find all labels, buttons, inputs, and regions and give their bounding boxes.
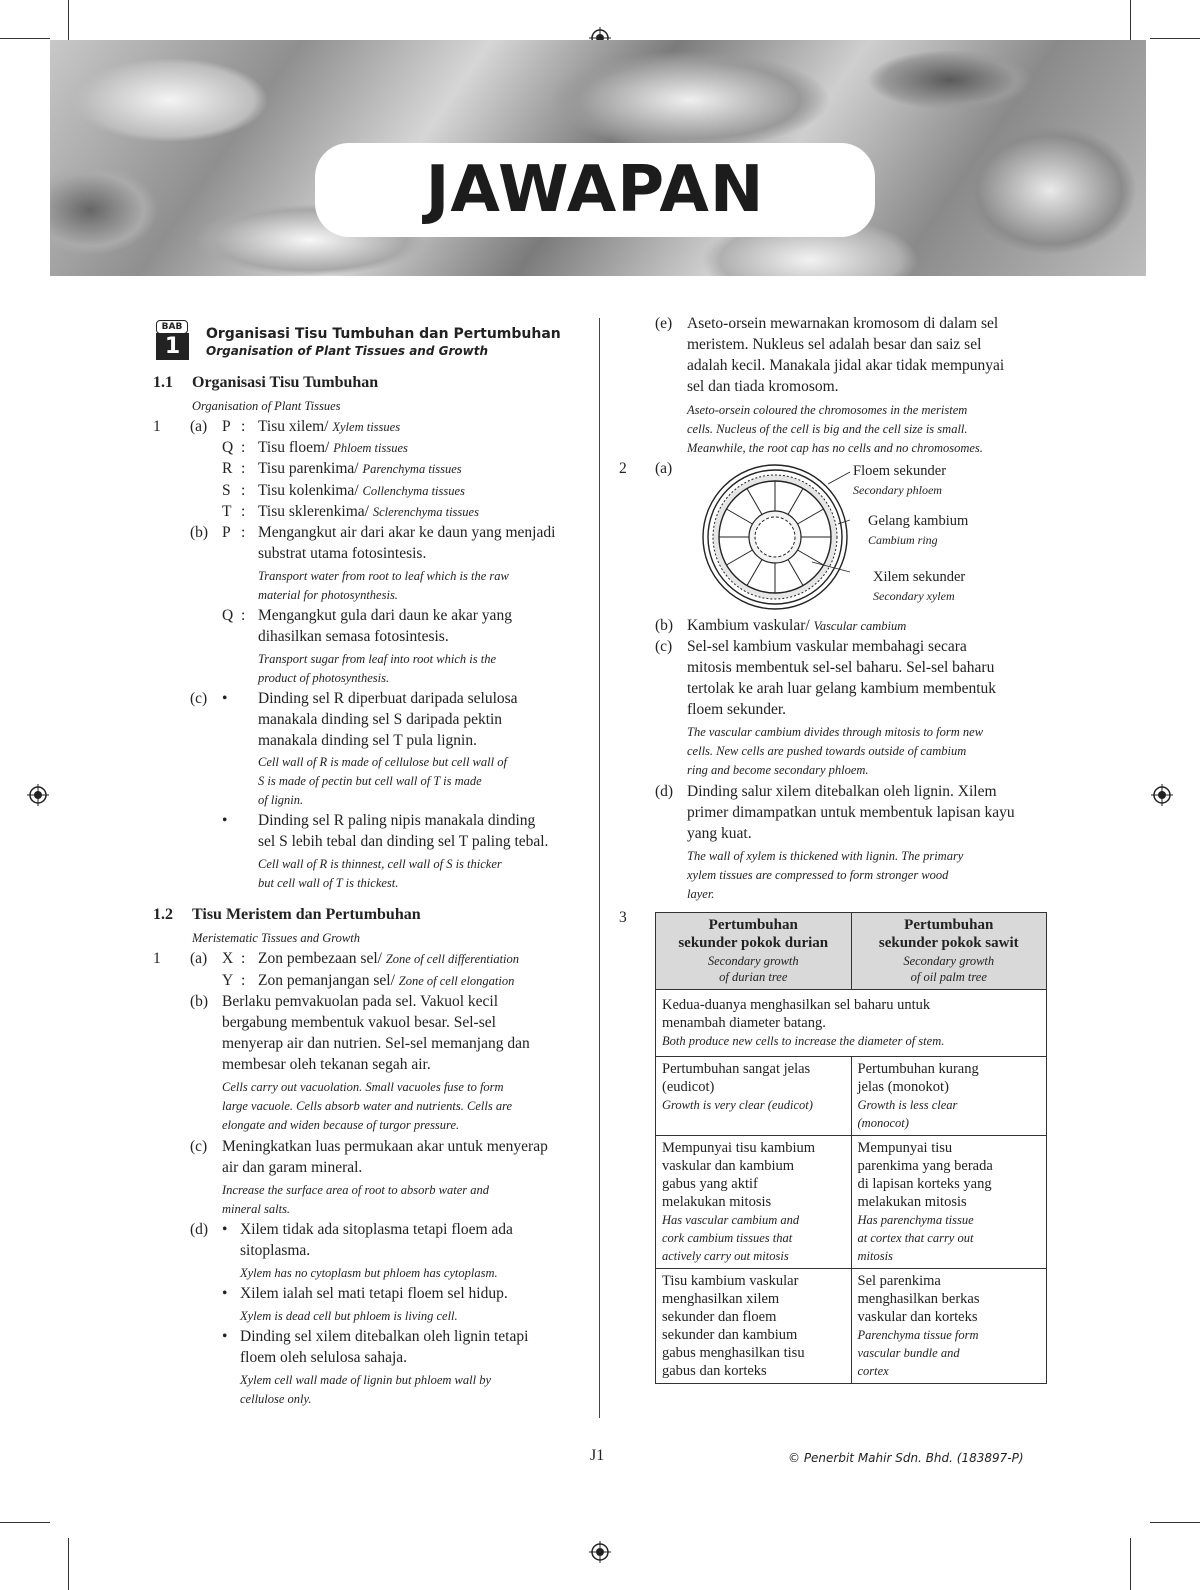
part-label: (d) [190,1221,209,1238]
tissue-key: Q [222,607,234,624]
translation-line: Cell wall of R is made of cellulose but cell wall of [258,755,507,769]
part-label: (e) [655,315,673,332]
tissue-key: Q [222,439,234,456]
tissue-key: P [222,418,231,435]
colon: : [241,524,246,541]
translation-line: Transport sugar from leaf into root which is the [258,652,496,666]
translation-line: product of photosynthesis. [258,671,390,685]
bullet: • [222,690,228,707]
section-number: 1.1 [153,374,173,391]
registration-mark-icon [1151,784,1173,806]
table-cell: Sel parenkima menghasilkan berkas vaskular dan korteks Parenchyma tissue form vascular bundle and cortex [851,1269,1047,1384]
table-row [656,1057,1047,1136]
answer-line: Dinding sel R paling nipis manakala dinding [258,812,536,829]
table-row [656,1269,1047,1384]
answer-line: bergabung membentuk vakuol besar. Sel-sel [222,1014,496,1031]
answer-line: sel S lebih tebal dan dinding sel T paling tebal. [258,833,549,850]
diagram-label: Secondary phloem [853,483,942,497]
answer-line: Sel-sel kambium vaskular membahagi secara [687,638,967,655]
colon: : [241,607,246,624]
part-label: (a) [190,418,208,435]
page-number: J1 [590,1447,605,1464]
section-title: Organisasi Tisu Tumbuhan [192,374,379,391]
diagram-label: Gelang kambium [868,513,969,529]
answer-line: Berlaku pemvakuolan pada sel. Vakuol kecil [222,993,499,1010]
translation-line: Aseto-orsein coloured the chromosomes in the meristem [687,403,968,417]
chapter-title-ms: Organisasi Tisu Tumbuhan dan Pertumbuhan [206,326,561,342]
answer-line: tertolak ke arah luar gelang kambium membentuk [687,680,997,697]
answer-line: floem oleh selulosa sahaja. [240,1349,408,1366]
part-label: (d) [655,783,674,800]
answer-line: adalah kecil. Manakala jidal akar tidak mempunyai [687,357,1005,374]
answer-line: manakala dinding sel T pula lignin. [258,732,477,749]
question-number: 1 [153,418,161,435]
question-number: 1 [153,950,161,967]
section-subtitle: Meristematic Tissues and Growth [192,931,360,945]
answer-line: menyerap air dan nutrien. Sel-sel memanjang dan [222,1035,530,1052]
part-label: (a) [190,950,208,967]
zone-key: Y [222,972,234,989]
answer-line: manakala dinding sel S daripada pektin [258,711,503,728]
tissue-answer: Tisu xilem/ Xylem tissues [258,418,401,435]
colon: : [241,503,246,520]
colon: : [241,950,246,967]
section-title: Tisu Meristem dan Pertumbuhan [192,906,421,923]
tissue-key: P [222,524,231,541]
bullet: • [222,1328,228,1345]
diagram-label: Cambium ring [868,533,938,547]
translation-line: The wall of xylem is thickened with lignin. The primary [687,849,964,863]
tissue-answer: Tisu kolenkima/ Collenchyma tissues [258,482,465,499]
tissue-key: R [222,460,233,477]
table-cell: Mempunyai tisu parenkima yang berada di lapisan korteks yang melakukan mitosis Has parenchyma tissue at cortex that carry out mitosis [851,1136,1047,1269]
zone-answer: Zon pembezaan sel/ Zone of cell differentiation [258,950,520,967]
tissue-answer: Tisu sklerenkima/ Sclerenchyma tissues [258,503,479,520]
part-label: (b) [190,993,209,1010]
answer-line: Xilem ialah sel mati tetapi floem sel hidup. [240,1285,508,1302]
colon: : [241,482,246,499]
chapter-title-en: Organisation of Plant Tissues and Growth [206,344,488,358]
answer-line: floem sekunder. [687,701,787,718]
question-number: 2 [619,460,627,477]
translation-line: mineral salts. [222,1202,291,1216]
colon: : [241,972,246,989]
answer-line: Dinding sel xilem ditebalkan oleh lignin tetapi [240,1328,529,1345]
translation-line: but cell wall of T is thickest. [258,876,399,890]
part-label: (b) [655,617,674,634]
answer-line: Dinding sel R diperbuat daripada selulosa [258,690,518,707]
bullet: • [222,812,228,829]
translation-line: Transport water from root to leaf which is the raw [258,569,509,583]
chapter-badge [154,320,190,362]
part-label: (b) [190,524,209,541]
registration-mark-icon [27,784,49,806]
diagram-label: Floem sekunder [853,463,947,479]
tissue-key: T [222,503,232,520]
part-label: (c) [655,638,673,655]
translation-line: Xylem cell wall made of lignin but phloem wall by [240,1373,492,1387]
chapter-badge-word: BAB [156,320,188,334]
translation-line: material for photosynthesis. [258,588,398,602]
copyright-notice: © Penerbit Mahir Sdn. Bhd. (183897-P) [788,1451,1024,1465]
translation-line: elongate and widen because of turgor pressure. [222,1118,460,1132]
zone-answer: Zon pemanjangan sel/ Zone of cell elongation [258,972,515,989]
answer-line: Mengangkut gula dari daun ke akar yang [258,607,512,624]
translation-line: cells. Nucleus of the cell is big and the cell size is small. [687,422,968,436]
translation-line: The vascular cambium divides through mitosis to form new [687,725,984,739]
answer-line: Kambium vaskular/ Vascular cambium [687,617,907,634]
answer-line: Meningkatkan luas permukaan akar untuk menyerap [222,1138,548,1155]
section-number: 1.2 [153,906,173,923]
part-label: (c) [190,1138,208,1155]
translation-line: ring and become secondary phloem. [687,763,869,777]
diagram-label: Secondary xylem [873,589,955,603]
marble-banner [50,40,1146,276]
banner-title-box [315,143,875,237]
table-cell: Pertumbuhan kurang jelas (monokot) Growth is less clear (monocot) [851,1057,1047,1136]
answer-line: Aseto-orsein mewarnakan kromosom di dalam sel [687,315,999,332]
answer-line: Xilem tidak ada sitoplasma tetapi floem ada [240,1221,513,1238]
stem-cross-section-diagram [700,462,850,612]
table-row [656,990,1047,1057]
answer-line: dihasilkan semasa fotosintesis. [258,628,449,645]
table-header-row [656,913,1047,990]
bullet: • [222,1285,228,1302]
table-header-cell: Pertumbuhan sekunder pokok sawit Secondary growth of oil palm tree [851,913,1047,990]
table-cell: Tisu kambium vaskular menghasilkan xilem sekunder dan floem sekunder dan kambium gabus menghasilkan tisu gabus dan korteks [656,1269,852,1384]
answer-line: substrat utama fotosintesis. [258,545,427,562]
translation-line: large vacuole. Cells absorb water and nutrients. Cells are [222,1099,513,1113]
diagram-label: Xilem sekunder [873,569,966,585]
translation-line: of lignin. [258,793,304,807]
page-title: JAWAPAN [425,153,765,227]
answer-line: yang kuat. [687,825,752,842]
answer-line: meristem. Nukleus sel adalah besar dan saiz sel [687,336,982,353]
tissue-key: S [222,482,231,499]
answer-line: sitoplasma. [240,1242,311,1259]
table-row [656,1136,1047,1269]
chapter-number: 1 [156,333,189,360]
colon: : [241,439,246,456]
colon: : [241,418,246,435]
answer-line: sel dan tiada kromosom. [687,378,839,395]
table-cell: Mempunyai tisu kambium vaskular dan kambium gabus yang aktif melakukan mitosis Has vascular cambium and cork cambium tissues that actively carry out mitosis [656,1136,852,1269]
registration-mark-icon [589,1541,611,1563]
tissue-answer: Tisu floem/ Phloem tissues [258,439,408,456]
answer-line: primer dimampatkan untuk membentuk lapisan kayu [687,804,1015,821]
translation-line: Meanwhile, the root cap has no cells and no chromosomes. [687,441,983,455]
table-header-cell: Pertumbuhan sekunder pokok durian Secondary growth of durian tree [656,913,852,990]
answer-line: membesar oleh tekanan segah air. [222,1056,431,1073]
translation-line: Cell wall of R is thinnest, cell wall of S is thicker [258,857,502,871]
translation-line: layer. [687,887,715,901]
zone-key: X [222,950,234,967]
answer-line: Mengangkut air dari akar ke daun yang menjadi [258,524,556,541]
translation-line: Xylem is dead cell but phloem is living cell. [240,1309,458,1323]
section-subtitle: Organisation of Plant Tissues [192,399,341,413]
answer-line: air dan garam mineral. [222,1159,363,1176]
comparison-table [655,912,1047,1384]
translation-line: xylem tissues are compressed to form stronger wood [687,868,949,882]
translation-line: Cells carry out vacuolation. Small vacuoles fuse to form [222,1080,504,1094]
table-cell-shared: Kedua-duanya menghasilkan sel baharu untuk menambah diameter batang. Both produce new cells to increase the diameter of stem. [656,990,1047,1057]
part-label: (c) [190,690,208,707]
translation-line: cellulose only. [240,1392,312,1406]
table-cell: Pertumbuhan sangat jelas (eudicot) Growth is very clear (eudicot) [656,1057,852,1136]
bullet: • [222,1221,228,1238]
translation-line: Xylem has no cytoplasm but phloem has cytoplasm. [240,1266,498,1280]
tissue-answer: Tisu parenkima/ Parenchyma tissues [258,460,462,477]
translation-line: Increase the surface area of root to absorb water and [222,1183,489,1197]
part-label: (a) [655,460,673,477]
translation-line: cells. New cells are pushed towards outside of cambium [687,744,967,758]
question-number: 3 [619,909,627,926]
answer-line: Dinding salur xilem ditebalkan oleh lignin. Xilem [687,783,997,800]
answer-line: mitosis membentuk sel-sel baharu. Sel-sel baharu [687,659,995,676]
translation-line: S is made of pectin but cell wall of T is made [258,774,482,788]
colon: : [241,460,246,477]
column-divider [599,318,600,1418]
